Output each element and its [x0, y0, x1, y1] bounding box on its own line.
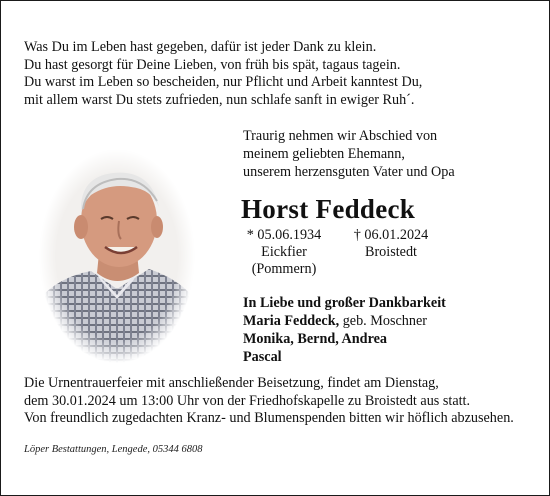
spouse-maiden-name: geb. Moschner	[339, 313, 428, 329]
poem-line: Was Du im Leben hast gegeben, dafür ist jeder Dank zu klein.	[24, 39, 377, 55]
service-details	[24, 375, 514, 428]
children-names: Monika, Bernd, Andrea	[243, 331, 388, 347]
death-date: † 06.01.2024	[353, 227, 429, 243]
intro-line: unserem herzensguten Vater und Opa	[243, 164, 455, 180]
birth-info	[239, 227, 329, 278]
service-line: dem 30.01.2024 um 13:00 Uhr von der Friedhofskapelle zu Broistedt aus statt.	[24, 392, 471, 409]
death-place: Broistedt	[364, 244, 418, 260]
intro-line: Traurig nehmen wir Abschied von	[243, 128, 438, 144]
birth-date: * 05.06.1934	[246, 227, 322, 243]
birth-place: Eickfier	[261, 244, 307, 260]
spouse-name: Maria Feddeck,	[243, 313, 340, 329]
intro-line: meinem geliebten Ehemann,	[243, 146, 405, 162]
grandchild-name: Pascal	[243, 349, 282, 365]
service-line: Die Urnentrauerfeier mit anschließender Beisetzung, findet am Dienstag,	[24, 375, 439, 391]
poem-line: Du warst im Leben so bescheiden, nur Pflicht und Arbeit kanntest Du,	[24, 74, 423, 91]
poem-line: mit allem warst Du stets zufrieden, nun schlafe sanft in ewiger Ruh´.	[24, 91, 415, 108]
deceased-name: Horst Feddeck	[241, 194, 416, 224]
memorial-poem	[24, 39, 422, 109]
funeral-home-credit: Löper Bestattungen, Lengede, 05344 6808	[24, 444, 203, 455]
mourners	[243, 294, 446, 366]
poem-line: Du hast gesorgt für Deine Lieben, von früh bis spät, tagaus tagein.	[24, 56, 401, 73]
mourners-heading: In Liebe und großer Dankbarkeit	[243, 295, 446, 311]
death-info	[341, 227, 441, 261]
service-line: Von freundlich zugedachten Kranz- und Blumenspenden bitten wir höflich abzusehen.	[24, 410, 514, 427]
portrait-photo	[39, 149, 195, 363]
farewell-intro	[243, 127, 455, 181]
birth-region: (Pommern)	[251, 261, 317, 277]
